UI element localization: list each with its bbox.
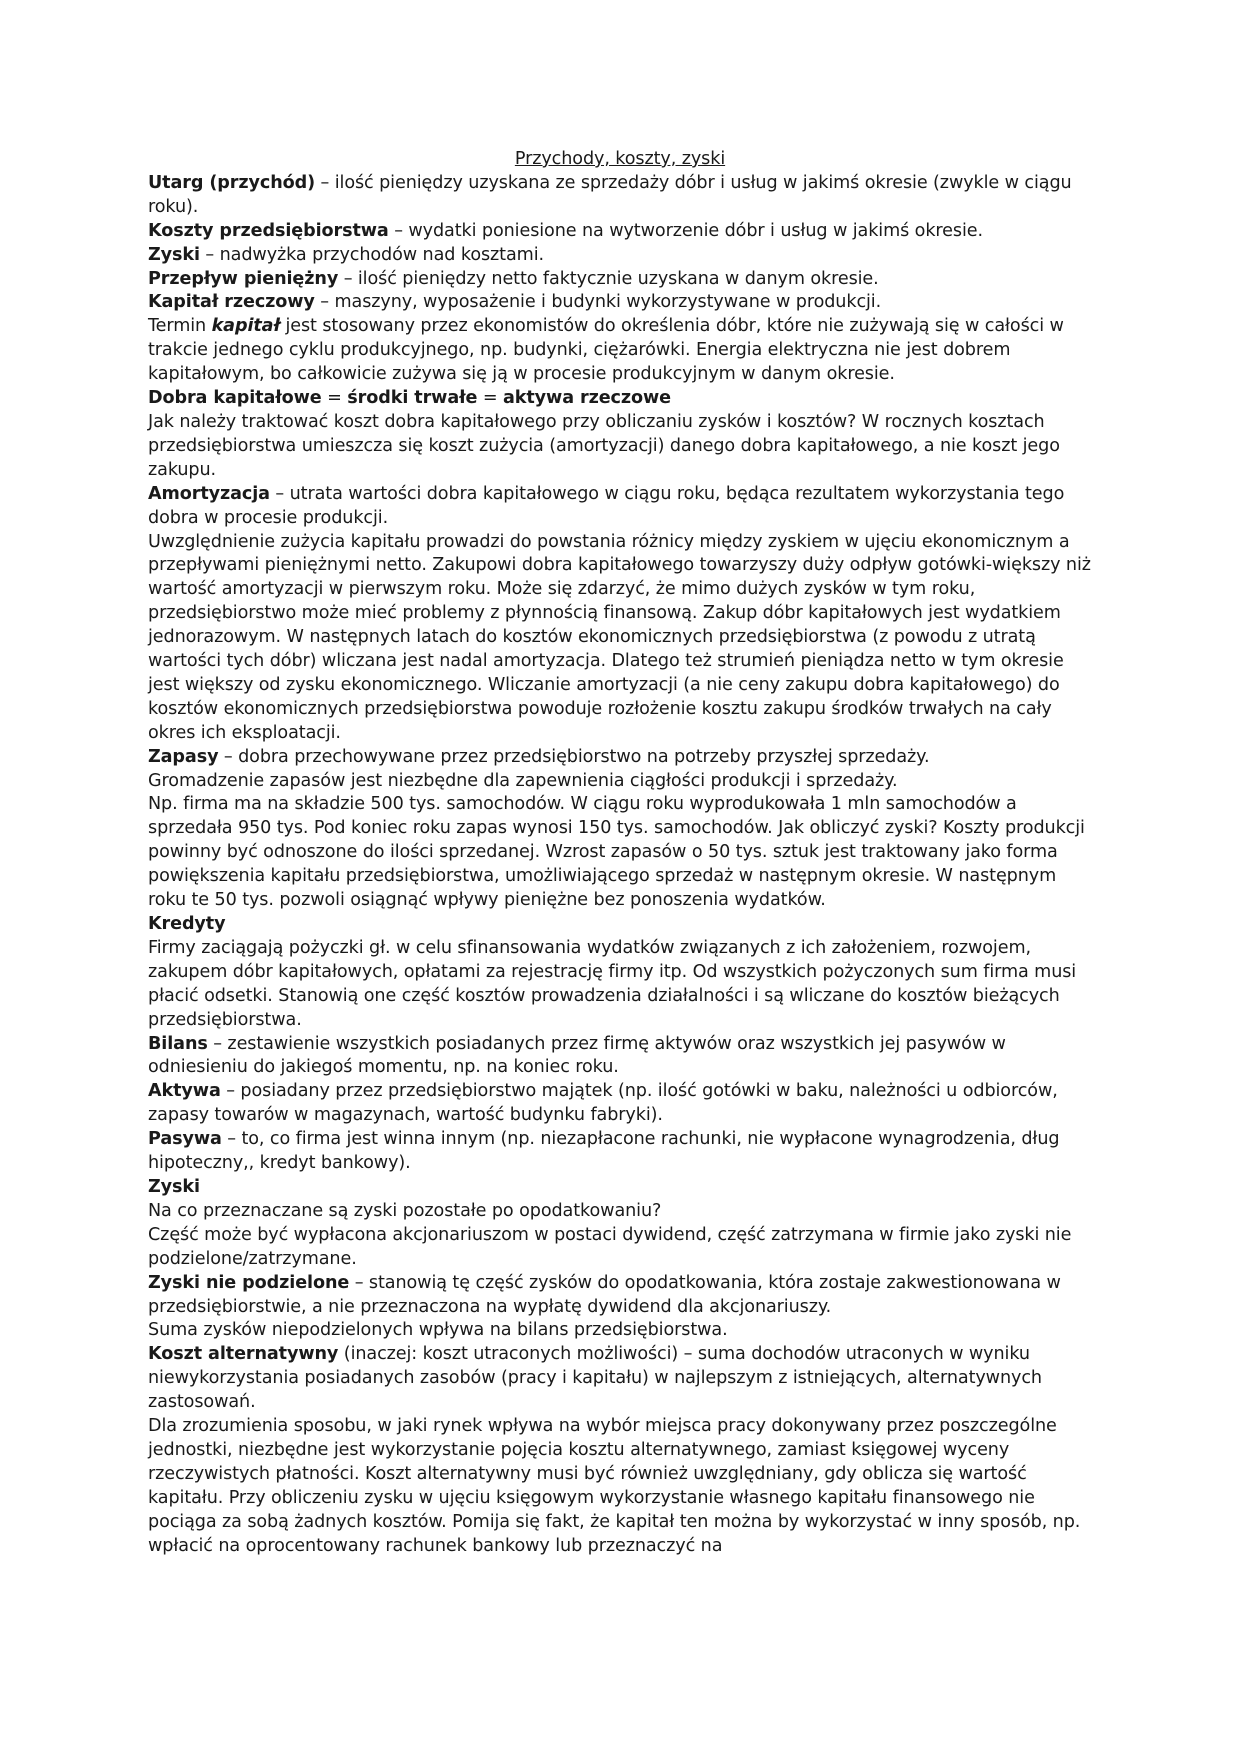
paragraph xyxy=(148,411,1092,483)
paragraph xyxy=(148,268,1092,292)
paragraph xyxy=(148,387,1092,411)
paragraph-text: – wydatki poniesione na wytworzenie dóbr i usług w jakimś okresie. xyxy=(388,220,983,241)
paragraph-text: Firmy zaciągają pożyczki gł. w celu sfinansowania wydatków związanych z ich założeniem, rozwojem, zakupem dóbr kapitałowych, opłatami za rejestrację firmy itp. Od wszystkich pożyczonych sum firma musi płacić odsetki. Stanowią one część kosztów prowadzenia działalności i są wliczane do kosztów bieżących przedsiębiorstwa. xyxy=(148,937,1077,1030)
paragraph xyxy=(148,483,1092,531)
paragraph-text: Część może być wypłacona akcjonariuszom w postaci dywidend, część zatrzymana w firmie jako zyski nie podzielone/zatrzymane. xyxy=(148,1224,1072,1269)
paragraph xyxy=(148,1415,1092,1558)
paragraph-text: – stanowią tę część zysków do opodatkowania, która zostaje zakwestionowana w przedsiębiorstwie, a nie przeznaczona na wypłatę dywidend dla akcjonariuszy. xyxy=(148,1272,1061,1317)
term: Zyski xyxy=(148,244,200,265)
term: Zyski nie podzielone xyxy=(148,1272,350,1293)
term: Przepływ pieniężny xyxy=(148,268,339,289)
term: Aktywa xyxy=(148,1081,221,1102)
term: Utarg (przychód) xyxy=(148,172,316,193)
paragraph xyxy=(148,244,1092,268)
paragraph-text: Na co przeznaczane są zyski pozostałe po opodatkowaniu? xyxy=(148,1200,662,1221)
section-heading xyxy=(148,913,1092,937)
paragraph-text: Termin xyxy=(148,316,212,337)
paragraph xyxy=(148,1343,1092,1415)
paragraph-text: Gromadzenie zapasów jest niezbędne dla zapewnienia ciągłości produkcji i sprzedaży. xyxy=(148,770,898,791)
paragraph xyxy=(148,1080,1092,1128)
term: Zyski xyxy=(148,1176,200,1197)
term: Koszt alternatywny xyxy=(148,1344,339,1365)
paragraph-text: Suma zysków niepodzielonych wpływa na bilans przedsiębiorstwa. xyxy=(148,1320,728,1341)
paragraph-text: Np. firma ma na składzie 500 tys. samochodów. W ciągu roku wyprodukowała 1 mln samochodów a sprzedała 950 tys. Pod koniec roku zapas wynosi 150 tys. samochodów. Jak obliczyć zyski? Koszty produkcji powinny być odnoszone do ilości sprzedanej. Wzrost zapasów o 50 tys. sztuk jest traktowany jako forma powiększenia kapitału przedsiębiorstwa, umożliwiającego sprzedaż w następnym okresie. W następnym roku te 50 tys. pozwoli osiągnąć wpływy pieniężne bez ponoszenia wydatków. xyxy=(148,794,1085,911)
paragraph-text: – ilość pieniędzy uzyskana ze sprzedaży dóbr i usług w jakimś okresie (zwykle w ciągu roku). xyxy=(148,172,1072,217)
term: Kapitał rzeczowy xyxy=(148,292,315,313)
paragraph xyxy=(148,220,1092,244)
term: środki trwałe xyxy=(347,388,478,409)
paragraph-text: – to, co firma jest winna innym (np. niezapłacone rachunki, nie wypłacone wynagrodzenia, dług hipoteczny,, kredyt bankowy). xyxy=(148,1129,1060,1174)
paragraph-text: Uwzględnienie zużycia kapitału prowadzi do powstania różnicy między zyskiem w ujęciu ekonomicznym a przepływami pieniężnymi netto. Zakupowi dobra kapitałowego towarzyszy duży odpływ gotówki-większy niż wartość amortyzacji w pierwszym roku. Może się zdarzyć, że mimo dużych zysków w tym roku, przedsiębiorstwo może mieć problemy z płynnością finansową. Zakup dóbr kapitałowych jest wydatkiem jednorazowym. W następnych latach do kosztów ekonomicznych przedsiębiorstwa (z powodu z utratą wartości tych dóbr) wliczana jest nadal amortyzacja. Dlatego też strumień pieniądza netto w tym okresie jest większy od zysku ekonomicznego. Wliczanie amortyzacji (a nie ceny zakupu dobra kapitałowego) do kosztów ekonomicznych przedsiębiorstwa powoduje rozłożenie kosztu zakupu środków trwałych na cały okres ich eksploatacji. xyxy=(148,531,1091,743)
term: Dobra kapitałowe xyxy=(148,388,322,409)
paragraph-text: – ilość pieniędzy netto faktycznie uzyskana w danym okresie. xyxy=(338,268,879,289)
document-page xyxy=(148,148,1092,1558)
paragraph xyxy=(148,531,1092,746)
term: Zapasy xyxy=(148,746,219,767)
paragraph xyxy=(148,1128,1092,1176)
paragraph xyxy=(148,1272,1092,1320)
paragraph xyxy=(148,315,1092,387)
paragraph-text: Jak należy traktować koszt dobra kapitałowego przy obliczaniu zysków i kosztów? W rocznych kosztach przedsiębiorstwa umieszcza się koszt zużycia (amortyzacji) danego dobra kapitałowego, a nie koszt jego zakupu. xyxy=(148,411,1060,480)
term: Pasywa xyxy=(148,1129,222,1150)
paragraph xyxy=(148,172,1092,220)
term: Amortyzacja xyxy=(148,483,270,504)
paragraph xyxy=(148,1319,1092,1343)
paragraph-text: (inaczej: koszt utraconych możliwości) – suma dochodów utraconych w wyniku niewykorzystania posiadanych zasobów (pracy i kapitału) w najlepszym z istniejących, alternatywnych zastosowań. xyxy=(148,1344,1042,1413)
paragraph-text: – utrata wartości dobra kapitałowego w ciągu roku, będąca rezultatem wykorzystania tego dobra w procesie produkcji. xyxy=(148,483,1065,528)
paragraph xyxy=(148,937,1092,1033)
paragraph xyxy=(148,1200,1092,1224)
paragraph xyxy=(148,1033,1092,1081)
paragraph xyxy=(148,1224,1092,1272)
document-title: Przychody, koszty, zyski xyxy=(514,149,726,169)
paragraph-text: Dla zrozumienia sposobu, w jaki rynek wpływa na wybór miejsca pracy dokonywany przez poszczególne jednostki, niezbędne jest wykorzystanie pojęcia kosztu alternatywnego, zamiast księgowej wyceny rzeczywistych płatności. Koszt alternatywny musi być również uwzględniany, gdy oblicza się wartość kapitału. Przy obliczeniu zysku w ujęciu księgowym wykorzystanie własnego kapitału finansowego nie pociąga za sobą żadnych kosztów. Pomija się fakt, że kapitał ten można by wykorzystać w inny sposób, np. wpłacić na oprocentowany rachunek bankowy lub przeznaczyć na xyxy=(148,1416,1081,1556)
paragraph-text: – nadwyżka przychodów nad kosztami. xyxy=(199,244,544,265)
term: Kredyty xyxy=(148,914,226,934)
term-italic: kapitał xyxy=(211,316,280,337)
term: aktywa rzeczowe xyxy=(503,388,671,409)
paragraph-text: = xyxy=(321,388,348,409)
paragraph xyxy=(148,291,1092,315)
section-heading xyxy=(148,1176,1092,1200)
paragraph-text: – posiadany przez przedsiębiorstwo majątek (np. ilość gotówki w baku, należności u odbiorców, zapasy towarów w magazynach, wartość budynku fabryki). xyxy=(148,1081,1058,1126)
term: Koszty przedsiębiorstwa xyxy=(148,220,389,241)
term: Bilans xyxy=(148,1033,208,1054)
paragraph-text: – dobra przechowywane przez przedsiębiorstwo na potrzeby przyszłej sprzedaży. xyxy=(218,746,930,767)
paragraph xyxy=(148,770,1092,794)
paragraph-text: – zestawienie wszystkich posiadanych przez firmę aktywów oraz wszystkich jej pasywów w odniesieniu do jakiegoś momentu, np. na koniec roku. xyxy=(148,1033,1006,1078)
paragraph-text: jest stosowany przez ekonomistów do określenia dóbr, które nie zużywają się w całości w trakcie jednego cyklu produkcyjnego, np. budynki, ciężarówki. Energia elektryczna nie jest dobrem kapitałowym, bo całkowicie zużywa się ją w procesie produkcyjnym w danym okresie. xyxy=(148,316,1064,385)
paragraph-text: – maszyny, wyposażenie i budynki wykorzystywane w produkcji. xyxy=(314,292,882,313)
paragraph xyxy=(148,746,1092,770)
paragraph-text: = xyxy=(477,388,503,409)
paragraph xyxy=(148,793,1092,913)
